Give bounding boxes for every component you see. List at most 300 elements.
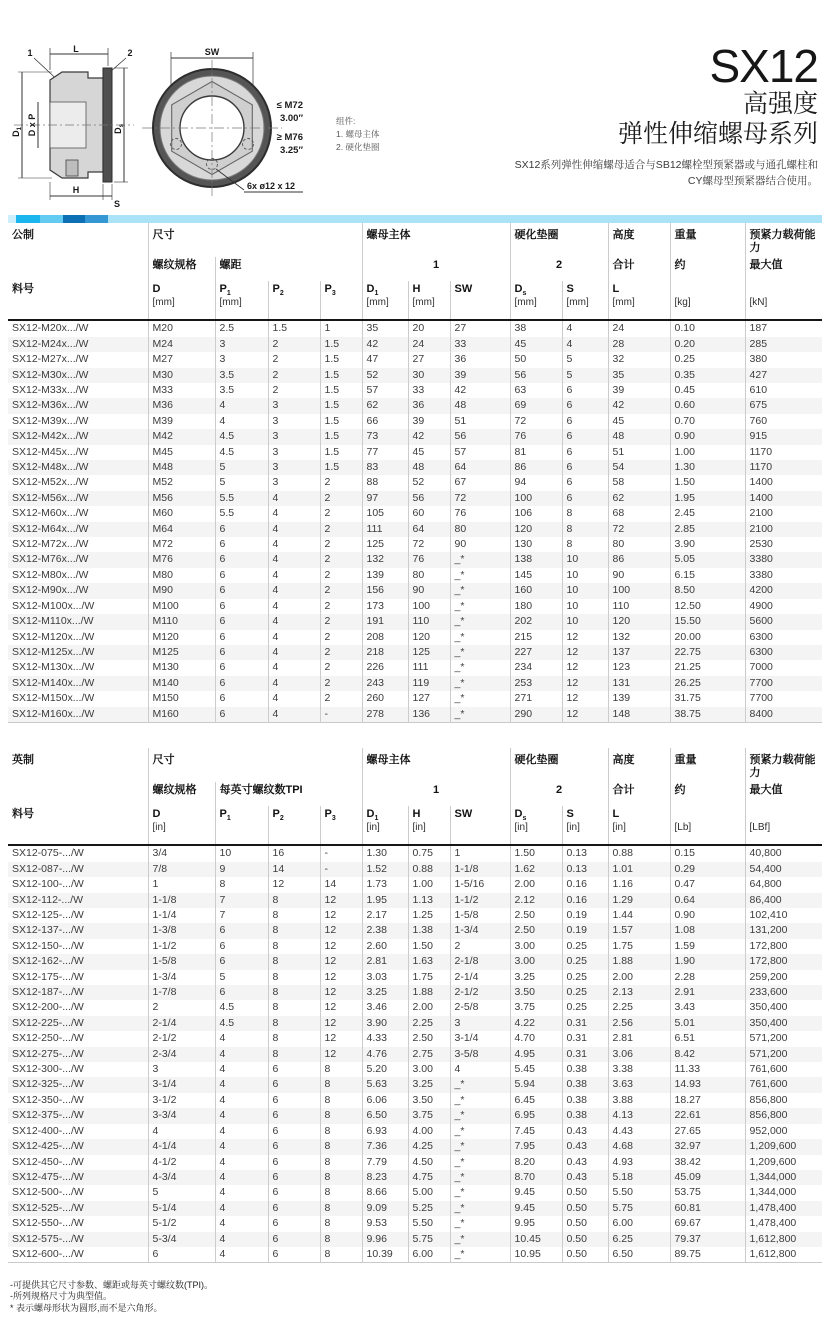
sub-tpi: 每英寸螺纹数TPI — [215, 782, 362, 806]
table-row — [8, 1139, 822, 1154]
value-cell: 0.15 — [670, 845, 745, 861]
value-cell: 4.70 — [510, 1031, 562, 1046]
value-cell: 12 — [562, 691, 608, 706]
value-cell: 8 — [562, 537, 608, 552]
sub-nut-body-number: 1 — [362, 782, 510, 806]
value-cell: 88 — [362, 475, 408, 490]
value-cell: M36 — [148, 398, 215, 413]
value-cell: 0.31 — [562, 1016, 608, 1031]
value-cell: 8.50 — [670, 583, 745, 598]
value-cell: 51 — [450, 414, 510, 429]
value-cell: _* — [450, 614, 510, 629]
part-number-cell: SX12-M100x.../W — [12, 599, 95, 612]
column-header: [Lb] — [670, 806, 745, 845]
imperial-table — [8, 748, 822, 1263]
value-cell: 1-7/8 — [148, 985, 215, 1000]
value-cell: 36 — [450, 352, 510, 367]
value-cell: 1,209,600 — [745, 1155, 822, 1170]
table-row — [8, 537, 822, 552]
part-number-cell: SX12-350-.../W — [12, 1093, 84, 1106]
value-cell: 1-1/8 — [450, 862, 510, 877]
value-cell: 2.00 — [510, 877, 562, 892]
value-cell: 218 — [362, 645, 408, 660]
sub-thread-spec: 螺纹规格 — [148, 257, 215, 281]
value-cell: 6 — [562, 445, 608, 460]
value-cell: 4 — [268, 537, 320, 552]
value-cell: 2 — [320, 552, 362, 567]
table-row — [8, 1000, 822, 1015]
value-cell: M60 — [148, 506, 215, 521]
value-cell: _* — [450, 1139, 510, 1154]
part-number-cell: SX12-500-.../W — [12, 1186, 84, 1199]
value-cell: 0.70 — [670, 414, 745, 429]
group-weight: 重量 — [670, 748, 745, 782]
value-cell: 4.68 — [608, 1139, 670, 1154]
value-cell: 3.5 — [215, 383, 268, 398]
description-line-1: SX12系列弹性伸缩螺母适合与SB12螺栓型预紧器或与通孔螺柱和 — [514, 159, 818, 172]
table-row — [8, 923, 822, 938]
value-cell: 0.29 — [670, 862, 745, 877]
value-cell: M120 — [148, 630, 215, 645]
value-cell: 2 — [268, 337, 320, 352]
value-cell: 6 — [562, 491, 608, 506]
legend-item-1: 1. 螺母主体 — [336, 129, 380, 139]
table-row — [8, 506, 822, 521]
value-cell: M160 — [148, 707, 215, 723]
column-header: S [in] — [562, 806, 608, 845]
value-cell: 0.45 — [670, 383, 745, 398]
value-cell: 7700 — [745, 691, 822, 706]
value-cell: 45 — [608, 414, 670, 429]
part-number-cell: SX12-075-.../W — [12, 847, 84, 860]
value-cell: 8 — [268, 939, 320, 954]
group-height: 高度 — [608, 748, 670, 782]
value-cell: 1,344,000 — [745, 1185, 822, 1200]
value-cell: 7700 — [745, 676, 822, 691]
value-cell: 111 — [408, 660, 450, 675]
value-cell: 6 — [268, 1247, 320, 1263]
value-cell: 8 — [320, 1124, 362, 1139]
value-cell: 3.46 — [362, 1000, 408, 1015]
value-cell: 5 — [148, 1185, 215, 1200]
value-cell: 0.43 — [562, 1139, 608, 1154]
value-cell: 1 — [320, 320, 362, 336]
value-cell: 187 — [745, 320, 822, 336]
value-cell: 4 — [215, 1031, 268, 1046]
title-block — [515, 42, 818, 189]
value-cell: 4 — [215, 1247, 268, 1263]
value-cell: 45.09 — [670, 1170, 745, 1185]
value-cell: 571,200 — [745, 1031, 822, 1046]
value-cell: 105 — [362, 506, 408, 521]
value-cell: 9.95 — [510, 1216, 562, 1231]
value-cell: _* — [450, 1093, 510, 1108]
front-view-drawing — [140, 44, 460, 214]
value-cell: 6 — [148, 1247, 215, 1263]
value-cell: 5 — [215, 970, 268, 985]
value-cell: 3.50 — [408, 1093, 450, 1108]
value-cell: 56 — [510, 368, 562, 383]
value-cell: 12 — [320, 1031, 362, 1046]
value-cell: 131,200 — [745, 923, 822, 938]
value-cell: 132 — [608, 630, 670, 645]
value-cell: 0.16 — [562, 877, 608, 892]
value-cell: 3/4 — [148, 845, 215, 861]
value-cell: 8400 — [745, 707, 822, 723]
value-cell: M150 — [148, 691, 215, 706]
value-cell: 4-3/4 — [148, 1170, 215, 1185]
value-cell: 2 — [320, 568, 362, 583]
value-cell: 77 — [362, 445, 408, 460]
part-number-cell: SX12-550-.../W — [12, 1217, 84, 1230]
value-cell: 3 — [268, 445, 320, 460]
value-cell: 3.75 — [510, 1000, 562, 1015]
value-cell: 111 — [362, 522, 408, 537]
table-row — [8, 660, 822, 675]
value-cell: 8 — [215, 877, 268, 892]
value-cell: 76 — [450, 506, 510, 521]
value-cell: 233,600 — [745, 985, 822, 1000]
value-cell: - — [320, 707, 362, 723]
group-dimensions: 尺寸 — [148, 223, 362, 257]
value-cell: 2 — [148, 1000, 215, 1015]
value-cell: 30 — [408, 368, 450, 383]
value-cell: 38 — [510, 320, 562, 336]
table-row — [8, 383, 822, 398]
value-cell: 4 — [268, 552, 320, 567]
size-note-2: 3.00″ — [279, 113, 303, 124]
value-cell: 6 — [215, 923, 268, 938]
spacer-cell — [8, 257, 148, 281]
value-cell: 3-1/4 — [450, 1031, 510, 1046]
value-cell: 3.63 — [608, 1077, 670, 1092]
value-cell: 6 — [562, 475, 608, 490]
value-cell: 1.50 — [510, 845, 562, 861]
value-cell: 4200 — [745, 583, 822, 598]
value-cell: 12 — [562, 630, 608, 645]
value-cell: 42 — [608, 398, 670, 413]
table-row — [8, 414, 822, 429]
value-cell: 5.18 — [608, 1170, 670, 1185]
value-cell: 2-5/8 — [450, 1000, 510, 1015]
value-cell: 4.95 — [510, 1047, 562, 1062]
value-cell: 173 — [362, 599, 408, 614]
value-cell: 3 — [268, 429, 320, 444]
value-cell: 138 — [510, 552, 562, 567]
value-cell: 156 — [362, 583, 408, 598]
value-cell: 4 — [215, 1232, 268, 1247]
value-cell: 90 — [608, 568, 670, 583]
value-cell: 57 — [362, 383, 408, 398]
value-cell: 1.01 — [608, 862, 670, 877]
value-cell: 130 — [510, 537, 562, 552]
value-cell: 1-5/8 — [148, 954, 215, 969]
part-number-cell: SX12-M60x.../W — [12, 507, 89, 520]
column-header: $P_3$ — [320, 281, 362, 320]
part-number-cell: SX12-475-.../W — [12, 1170, 84, 1183]
value-cell: 1.95 — [362, 893, 408, 908]
table-row — [8, 1016, 822, 1031]
value-cell: 4 — [450, 1062, 510, 1077]
value-cell: 5 — [215, 475, 268, 490]
value-cell: 72 — [450, 491, 510, 506]
value-cell: 2-1/8 — [450, 954, 510, 969]
value-cell: 12 — [320, 985, 362, 1000]
value-cell: 3380 — [745, 552, 822, 567]
value-cell: 1.38 — [408, 923, 450, 938]
value-cell: 38.42 — [670, 1155, 745, 1170]
value-cell: 90 — [450, 537, 510, 552]
value-cell: 39 — [408, 414, 450, 429]
column-header: $P_2$ — [268, 281, 320, 320]
value-cell: 26.25 — [670, 676, 745, 691]
value-cell: 60 — [408, 506, 450, 521]
value-cell: 5-1/2 — [148, 1216, 215, 1231]
table-row — [8, 1047, 822, 1062]
value-cell: 8 — [320, 1201, 362, 1216]
value-cell: 2.85 — [670, 522, 745, 537]
value-cell: 21.25 — [670, 660, 745, 675]
value-cell: 4 — [268, 506, 320, 521]
group-hardened-washer: 硬化垫圈 — [510, 223, 608, 257]
value-cell: 260 — [362, 691, 408, 706]
value-cell: 1 — [148, 877, 215, 892]
value-cell: 2.56 — [608, 1016, 670, 1031]
column-header: [kN] — [745, 281, 822, 320]
column-header: [kg] — [670, 281, 745, 320]
value-cell: 278 — [362, 707, 408, 723]
value-cell: 4 — [268, 676, 320, 691]
sub-total: 合计 — [608, 782, 670, 806]
value-cell: 1-3/4 — [450, 923, 510, 938]
value-cell: 36 — [408, 398, 450, 413]
value-cell: M20 — [148, 320, 215, 336]
value-cell: 6 — [562, 460, 608, 475]
value-cell: _* — [450, 1108, 510, 1123]
value-cell: 4 — [562, 337, 608, 352]
value-cell: 6 — [215, 939, 268, 954]
value-cell: 79.37 — [670, 1232, 745, 1247]
value-cell: 5.00 — [408, 1185, 450, 1200]
value-cell: 3-1/4 — [148, 1077, 215, 1092]
value-cell: 3 — [148, 1062, 215, 1077]
table-row — [8, 1031, 822, 1046]
value-cell: 0.43 — [562, 1170, 608, 1185]
value-cell: _* — [450, 1247, 510, 1263]
value-cell: 3.00 — [510, 939, 562, 954]
value-cell: 2.25 — [608, 1000, 670, 1015]
value-cell: 3 — [268, 414, 320, 429]
value-cell: 4.75 — [408, 1170, 450, 1185]
part-number-cell: SX12-M125x.../W — [12, 645, 95, 658]
value-cell: 6 — [268, 1232, 320, 1247]
size-note-4: 3.25″ — [279, 145, 303, 156]
table-row — [8, 491, 822, 506]
value-cell: 1.50 — [670, 475, 745, 490]
page-title: SX12 — [709, 40, 818, 92]
part-number-cell: SX12-275-.../W — [12, 1047, 84, 1060]
value-cell: 148 — [608, 707, 670, 723]
part-number-cell: SX12-150-.../W — [12, 939, 84, 952]
value-cell: 0.25 — [562, 970, 608, 985]
value-cell: 4 — [215, 1124, 268, 1139]
value-cell: 2.28 — [670, 970, 745, 985]
value-cell: 6 — [215, 660, 268, 675]
part-number-cell: SX12-M140x.../W — [12, 676, 95, 689]
value-cell: 1.52 — [362, 862, 408, 877]
value-cell: 5600 — [745, 614, 822, 629]
column-header: $P_3$ — [320, 806, 362, 845]
value-cell: 4.25 — [408, 1139, 450, 1154]
value-cell: 80 — [408, 568, 450, 583]
value-cell: 4 — [268, 691, 320, 706]
value-cell: 191 — [362, 614, 408, 629]
value-cell: 3.06 — [608, 1047, 670, 1062]
table-row — [8, 691, 822, 706]
part-number-cell: SX12-M42x.../W — [12, 430, 89, 443]
value-cell: 45 — [408, 445, 450, 460]
part-number-cell: SX12-112-.../W — [12, 893, 83, 906]
value-cell: 2 — [268, 383, 320, 398]
value-cell: 32 — [608, 352, 670, 367]
table-row — [8, 460, 822, 475]
value-cell: 63 — [510, 383, 562, 398]
value-cell: 58 — [608, 475, 670, 490]
value-cell: 64 — [408, 522, 450, 537]
value-cell: 20 — [408, 320, 450, 336]
value-cell: 145 — [510, 568, 562, 583]
column-header: $P_1$ [mm] — [215, 281, 268, 320]
value-cell: M42 — [148, 429, 215, 444]
part-number-cell: SX12-M90x.../W — [12, 584, 89, 597]
part-number-cell: SX12-M120x.../W — [12, 630, 95, 643]
value-cell: 227 — [510, 645, 562, 660]
value-cell: 1.5 — [268, 320, 320, 336]
value-cell: 125 — [362, 537, 408, 552]
value-cell: 6.50 — [608, 1247, 670, 1263]
value-cell: 8 — [268, 985, 320, 1000]
value-cell: 18.27 — [670, 1093, 745, 1108]
value-cell: _* — [450, 676, 510, 691]
value-cell: 1,344,000 — [745, 1170, 822, 1185]
value-cell: 0.43 — [562, 1124, 608, 1139]
value-cell: 56 — [408, 491, 450, 506]
column-header: $D_1$ [mm] — [362, 281, 408, 320]
column-header: D [mm] — [148, 281, 215, 320]
value-cell: 1-3/4 — [148, 970, 215, 985]
value-cell: 6 — [268, 1155, 320, 1170]
value-cell: 2.50 — [510, 908, 562, 923]
value-cell: 4 — [215, 1108, 268, 1123]
value-cell: 4-1/2 — [148, 1155, 215, 1170]
table-row — [8, 1185, 822, 1200]
value-cell: 1 — [450, 845, 510, 861]
group-preload-capacity: 预紧力载荷能力 — [745, 223, 822, 257]
value-cell: 271 — [510, 691, 562, 706]
value-cell: 6.25 — [608, 1232, 670, 1247]
value-cell: 2.50 — [510, 923, 562, 938]
value-cell: 0.90 — [670, 908, 745, 923]
value-cell: 12 — [562, 676, 608, 691]
column-header: H [mm] — [408, 281, 450, 320]
dim-label-s: S — [113, 199, 121, 209]
value-cell: 7 — [215, 908, 268, 923]
value-cell: M100 — [148, 599, 215, 614]
part-number-cell: SX12-425-.../W — [12, 1140, 84, 1153]
value-cell: 2100 — [745, 506, 822, 521]
table-row — [8, 368, 822, 383]
value-cell: 0.47 — [670, 877, 745, 892]
value-cell: 86 — [608, 552, 670, 567]
value-cell: 35 — [362, 320, 408, 336]
value-cell: 6 — [215, 599, 268, 614]
value-cell: 12 — [320, 1047, 362, 1062]
value-cell: 4.93 — [608, 1155, 670, 1170]
value-cell: 2-1/2 — [450, 985, 510, 1000]
value-cell: 6.51 — [670, 1031, 745, 1046]
value-cell: 14 — [320, 877, 362, 892]
value-cell: 69.67 — [670, 1216, 745, 1231]
value-cell: 16 — [268, 845, 320, 861]
value-cell: 0.64 — [670, 893, 745, 908]
table-row — [8, 475, 822, 490]
value-cell: 380 — [745, 352, 822, 367]
column-header: S [mm] — [562, 281, 608, 320]
value-cell: 1.30 — [670, 460, 745, 475]
value-cell: 8 — [320, 1232, 362, 1247]
value-cell: 915 — [745, 429, 822, 444]
value-cell: 27 — [450, 320, 510, 336]
value-cell: 72 — [608, 522, 670, 537]
part-number-cell: SX12-137-.../W — [12, 924, 84, 937]
value-cell: 33 — [408, 383, 450, 398]
table-row — [8, 1155, 822, 1170]
value-cell: 8.70 — [510, 1170, 562, 1185]
accent-bar-segment — [16, 215, 40, 223]
column-header: 料号 — [8, 806, 148, 845]
value-cell: 2.13 — [608, 985, 670, 1000]
series-description — [515, 158, 818, 188]
table-row — [8, 877, 822, 892]
value-cell: 5.25 — [408, 1201, 450, 1216]
accent-bar-segment — [8, 215, 16, 223]
table-row — [8, 599, 822, 614]
value-cell: 4 — [215, 414, 268, 429]
value-cell: 1-1/4 — [148, 908, 215, 923]
value-cell: 4 — [215, 398, 268, 413]
value-cell: 4 — [215, 1062, 268, 1077]
value-cell: 4 — [268, 568, 320, 583]
value-cell: 6 — [268, 1170, 320, 1185]
part-number-cell: SX12-M72x.../W — [12, 538, 89, 551]
value-cell: 4.5 — [215, 429, 268, 444]
value-cell: 27 — [408, 352, 450, 367]
value-cell: 4 — [268, 630, 320, 645]
value-cell: 2.50 — [408, 1031, 450, 1046]
value-cell: 102,410 — [745, 908, 822, 923]
column-header: SW — [450, 806, 510, 845]
value-cell: 5.45 — [510, 1062, 562, 1077]
value-cell: 2.5 — [215, 320, 268, 336]
table-row — [8, 552, 822, 567]
value-cell: 1.5 — [320, 414, 362, 429]
value-cell: 1.5 — [320, 460, 362, 475]
sub-washer-number: 2 — [510, 257, 608, 281]
part-number-cell: SX12-200-.../W — [12, 1001, 84, 1014]
dim-label-h: H — [72, 185, 80, 195]
value-cell: M90 — [148, 583, 215, 598]
value-cell: 120 — [608, 614, 670, 629]
